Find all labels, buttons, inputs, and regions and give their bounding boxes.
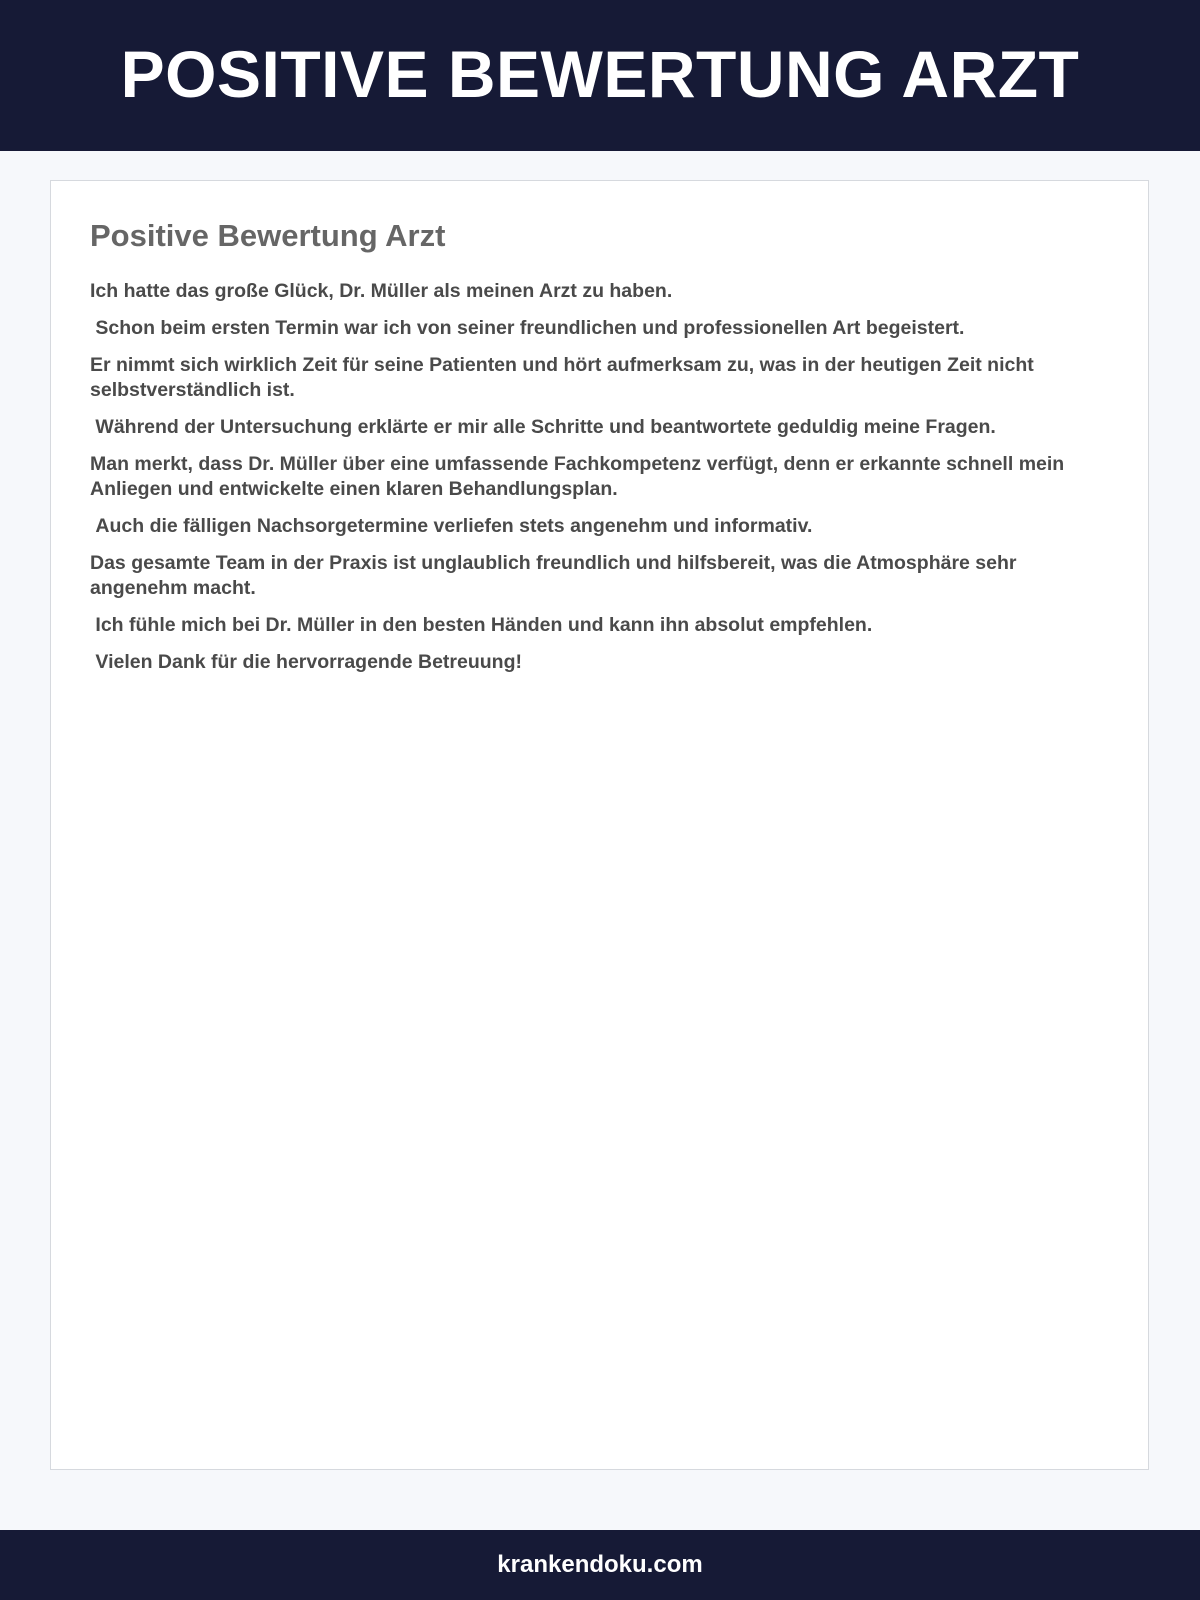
article-paragraph: Das gesamte Team in der Praxis ist unglaublich freundlich und hilfsbereit, was die Atmosphäre sehr angenehm macht. <box>90 552 1022 599</box>
article-paragraph: Schon beim ersten Termin war ich von seiner freundlichen und professionellen Art begeistert. <box>90 317 965 339</box>
header-title: POSITIVE BEWERTUNG ARZT <box>120 36 1080 111</box>
page-footer <box>0 1530 1200 1600</box>
article-paragraph: Ich fühle mich bei Dr. Müller in den besten Händen und kann ihn absolut empfehlen. <box>90 614 873 636</box>
article-paragraph: Auch die fälligen Nachsorgetermine verliefen stets angenehm und informativ. <box>90 515 813 537</box>
article-title: Positive Bewertung Arzt <box>90 218 446 253</box>
article-paragraph: Er nimmt sich wirklich Zeit für seine Patienten und hört aufmerksam zu, was in der heutigen Zeit nicht selbstverständlich ist. <box>90 354 1040 401</box>
article-paragraph: Man merkt, dass Dr. Müller über eine umfassende Fachkompetenz verfügt, denn er erkannte schnell mein Anliegen und entwickelte einen klaren Behandlungsplan. <box>90 453 1069 500</box>
article-paragraph: Vielen Dank für die hervorragende Betreuung! <box>90 651 522 673</box>
page-header <box>0 0 1200 151</box>
article-paragraph: Ich hatte das große Glück, Dr. Müller als meinen Arzt zu haben. <box>90 280 673 302</box>
article-paragraph: Während der Untersuchung erklärte er mir alle Schritte und beantwortete geduldig meine Fragen. <box>90 416 996 438</box>
footer-site-name: krankendoku.com <box>497 1551 703 1578</box>
content-card <box>50 180 1149 1470</box>
